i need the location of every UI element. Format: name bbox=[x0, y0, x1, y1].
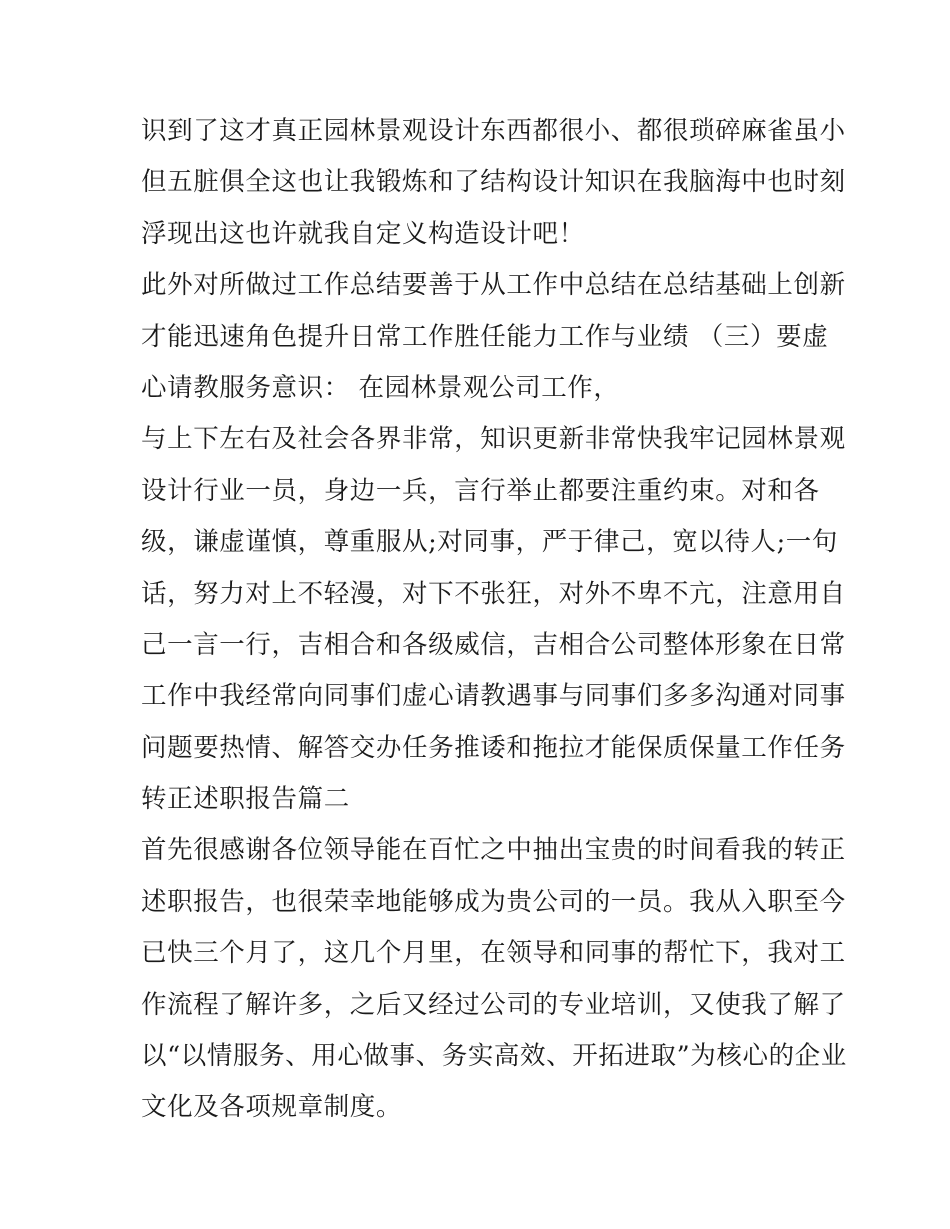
text-line: 与上下左右及社会各界非常，知识更新非常快我牢记园林景观 bbox=[141, 424, 846, 455]
text-line: 但五脏俱全这也让我锻炼和了结构设计知识在我脑海中也时刻 bbox=[141, 167, 846, 198]
text-line: 文化及各项规章制度。 bbox=[141, 1092, 403, 1123]
text-line: 己一言一行，吉相合和各级威信，吉相合公司整体形象在日常 bbox=[141, 629, 846, 660]
text-line: 此外对所做过工作总结要善于从工作中总结在总结基础上创新 bbox=[141, 270, 846, 301]
text-line: 述职报告，也很荣幸地能够成为贵公司的一员。我从入职至今 bbox=[141, 886, 846, 917]
text-line: 作流程了解许多，之后又经过公司的专业培训，又使我了解了 bbox=[141, 989, 846, 1020]
text-line: 问题要热情、解答交办任务推诿和拖拉才能保质保量工作任务 bbox=[141, 732, 846, 763]
text-line: 才能迅速角色提升日常工作胜任能力工作与业绩 （三）要虚 bbox=[141, 321, 829, 352]
text-line: 工作中我经常向同事们虚心请教遇事与同事们多多沟通对同事 bbox=[141, 681, 846, 712]
text-line: 浮现出这也许就我自定义构造设计吧！ bbox=[141, 218, 585, 249]
text-line: 级，谦虚谨慎，尊重服从;对同事，严于律己，宽以待人;一句 bbox=[141, 527, 838, 558]
text-line: 识到了这才真正园林景观设计东西都很小、都很琐碎麻雀虽小 bbox=[141, 116, 846, 146]
section-heading: 转正述职报告篇二 bbox=[141, 784, 350, 815]
document-body bbox=[141, 106, 847, 1134]
text-line: 设计行业一员，身边一兵，言行举止都要注重约束。对和各 bbox=[141, 475, 820, 506]
text-line: 首先很感谢各位领导能在百忙之中抽出宝贵的时间看我的转正 bbox=[141, 835, 846, 866]
text-line: 以“以情服务、用心做事、务实高效、开拓进取”为核心的企业 bbox=[141, 1041, 847, 1072]
text-line: 已快三个月了，这几个月里，在领导和同事的帮忙下，我对工 bbox=[141, 938, 846, 969]
text-line: 话，努力对上不轻漫，对下不张狂，对外不卑不亢，注意用自 bbox=[141, 578, 846, 609]
text-line: 心请教服务意识： 在园林景观公司工作， bbox=[141, 372, 620, 403]
